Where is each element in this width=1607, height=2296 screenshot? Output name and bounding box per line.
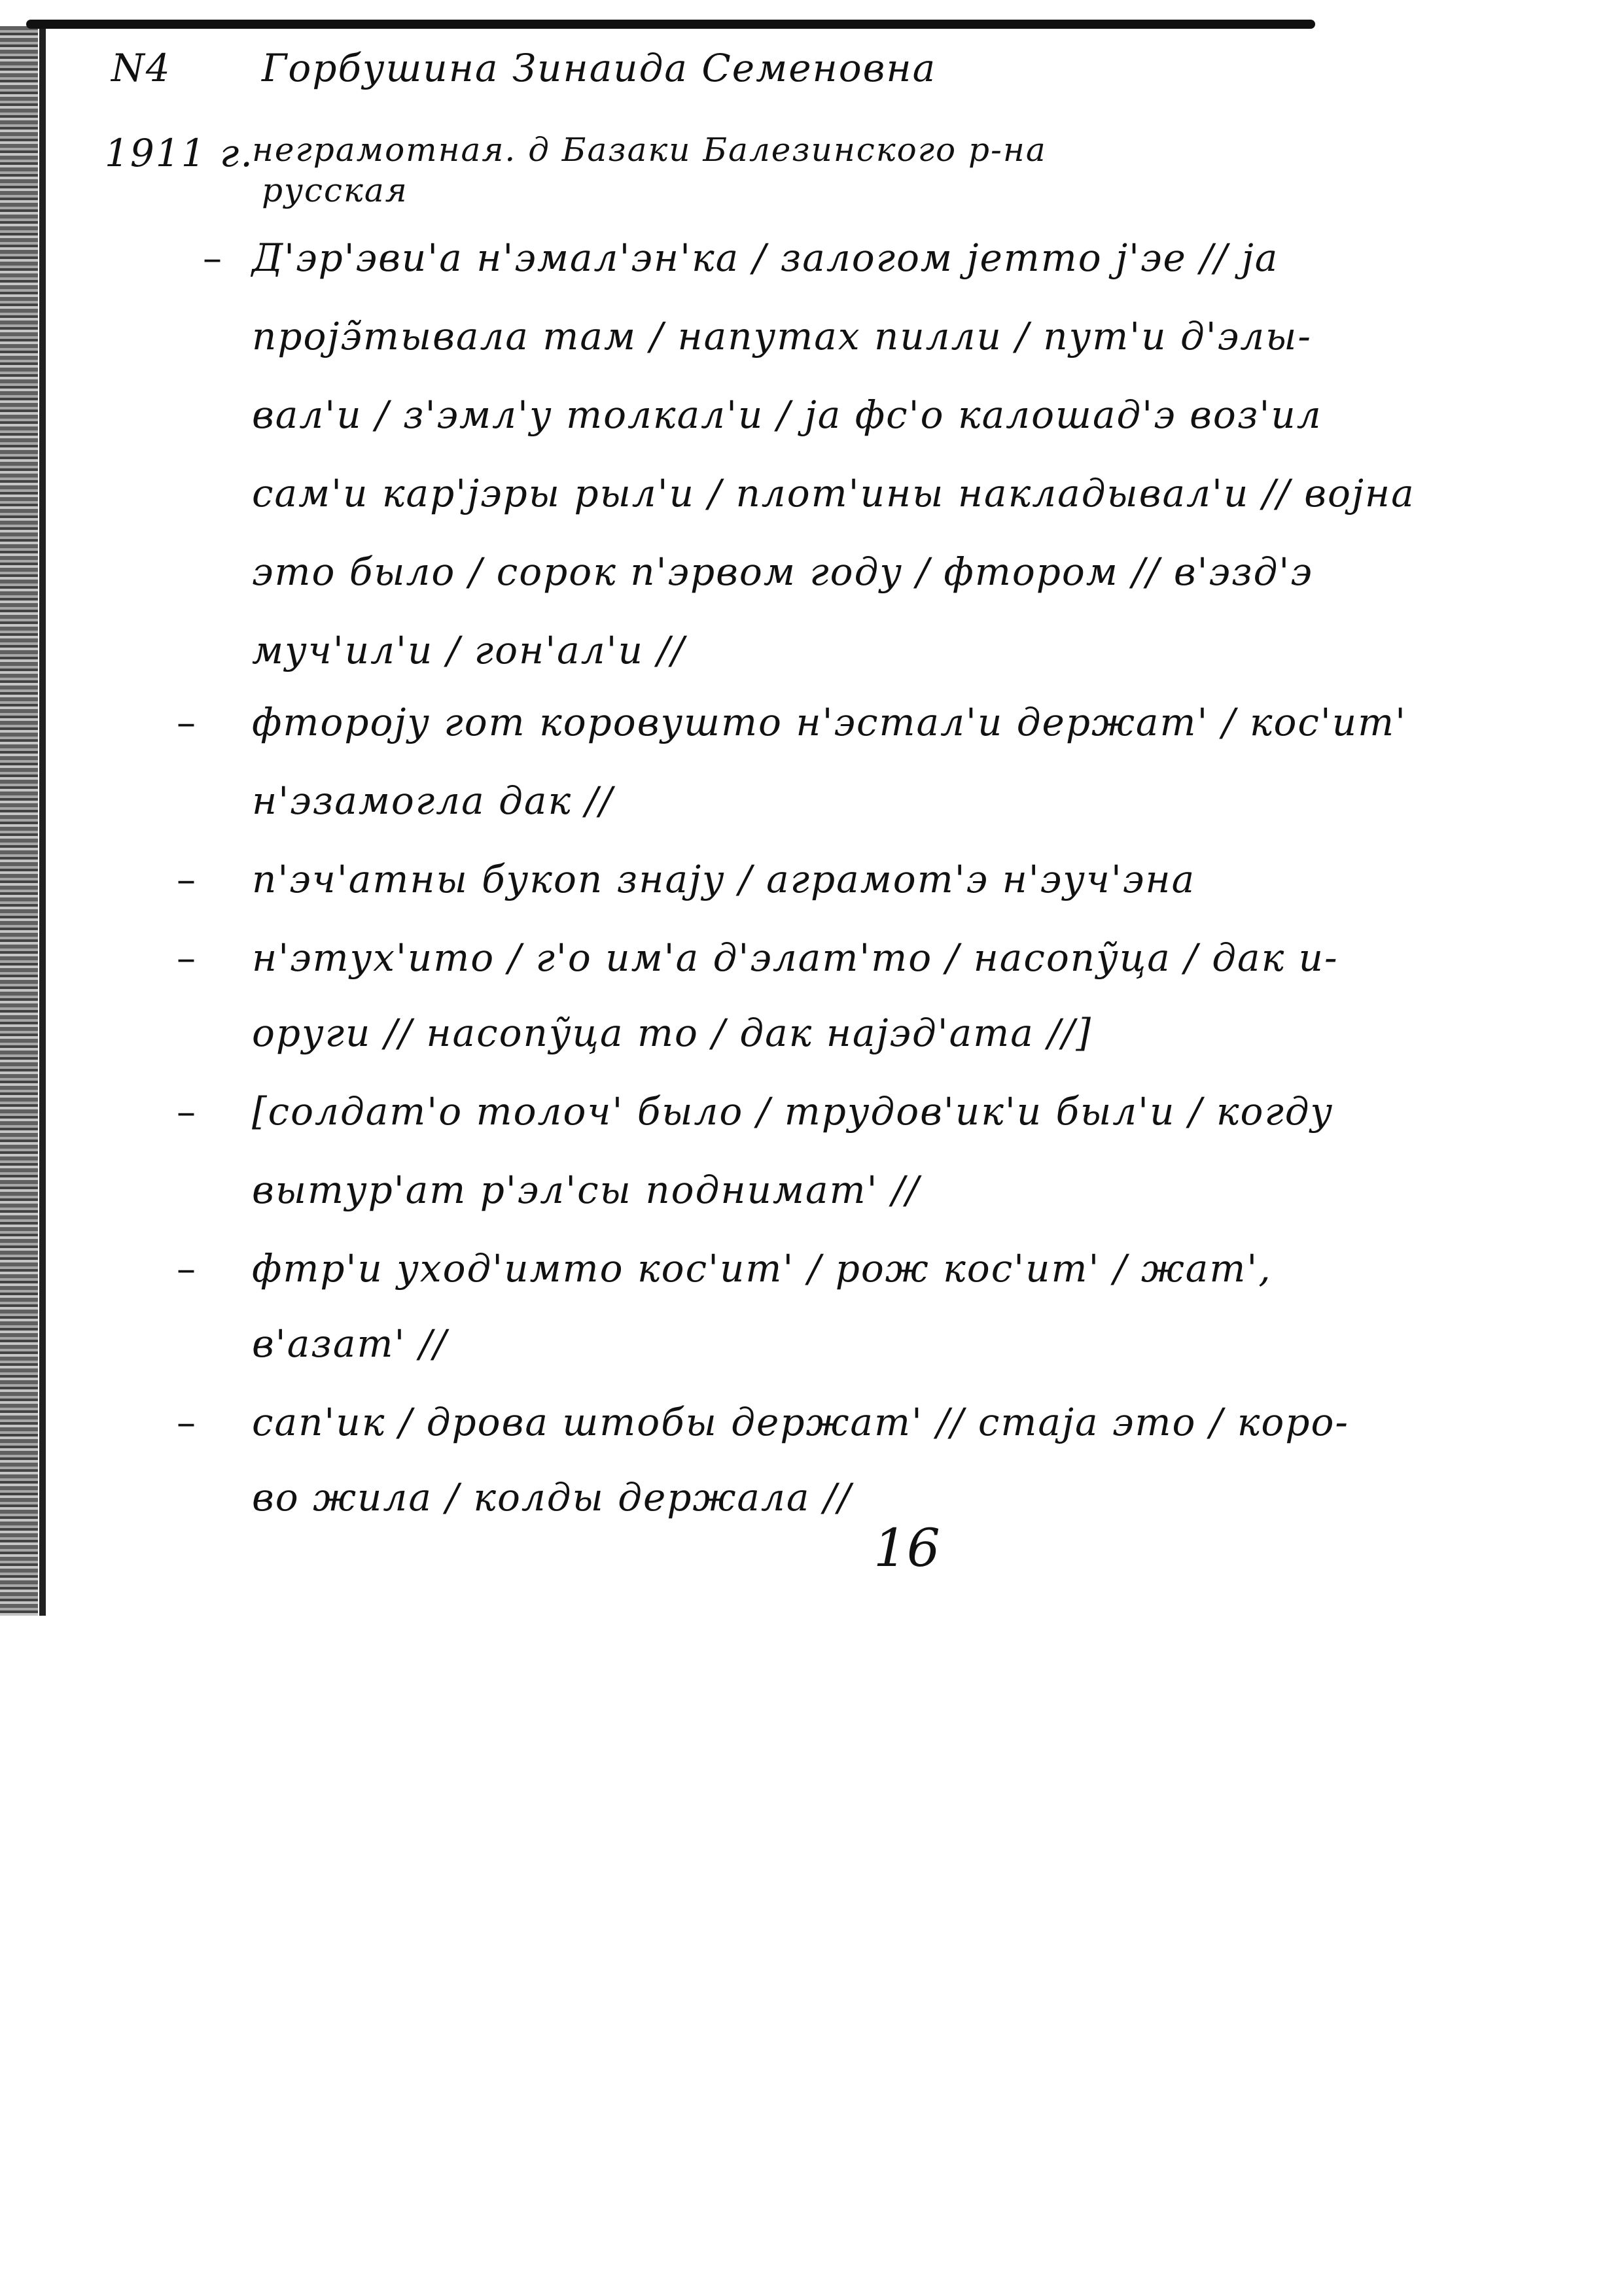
entry-line: оруги // насопу̃ца то / дак најэд'ата //]: [252, 1011, 1092, 1055]
entry-line: Д'эр'эви'а н'эмал'эн'ка / залогом јетто ј'эе // ја: [252, 235, 1279, 280]
entry-dash: –: [177, 1246, 196, 1291]
speaker-name: Горбушина Зинаида Семеновна: [262, 46, 937, 90]
entry-line: сап'ик / дрова штобы держат' // стаја это / коро-: [252, 1400, 1349, 1444]
entry-dash: –: [203, 235, 222, 280]
entry-dash: –: [177, 935, 196, 980]
entry-dash: –: [177, 857, 196, 901]
entry-dash: –: [177, 1089, 196, 1134]
entry-line: во жила / колды держала //: [252, 1475, 852, 1520]
page-number: 16: [874, 1518, 940, 1578]
speaker-nationality: русская: [262, 171, 408, 209]
entry-line: сам'и кар'јэры рыл'и / плот'ины накладывал'и // војна: [252, 471, 1415, 515]
entry-line: вытур'ат р'эл'сы поднимат' //: [252, 1168, 921, 1212]
entry-dash: –: [177, 1400, 196, 1444]
entry-line: пројэ̃тывала там / напутах пилли / пут'и д'элы-: [252, 314, 1312, 358]
record-number: N4: [111, 46, 171, 90]
entry-line: фтороју гот коровушто н'эстал'и держат' / кос'ит': [252, 700, 1407, 744]
top-rule: [26, 20, 1315, 29]
entry-line: н'этух'ито / г'о им'а д'элат'то / насопу̃ца / дак и-: [252, 935, 1339, 980]
speaker-info: неграмотная. д Базаки Балезинского р-на: [252, 131, 1047, 169]
entry-line: это было / сорок п'эрвом году / фтором // в'эзд'э: [252, 549, 1313, 594]
entry-line: вал'и / з'эмл'у толкал'и / ја фс'о калошад'э воз'ил: [252, 392, 1322, 437]
binding-edge: [0, 26, 38, 1616]
entry-line: п'эч'атны букоп знају / аграмот'э н'эуч'эна: [252, 857, 1196, 901]
entry-line: муч'ил'и / гон'ал'и //: [252, 628, 686, 672]
entry-line: фтр'и уход'имто кос'ит' / рож кос'ит' / жат',: [252, 1246, 1272, 1291]
entry-dash: –: [177, 700, 196, 744]
entry-line: [солдат'о толоч' было / трудов'ик'и был'и / когду: [252, 1089, 1334, 1134]
birth-year: 1911 г.: [105, 131, 254, 175]
binding-line: [39, 26, 46, 1616]
entry-line: н'эзамогла дак //: [252, 778, 614, 823]
entry-line: в'азат' //: [252, 1321, 448, 1366]
